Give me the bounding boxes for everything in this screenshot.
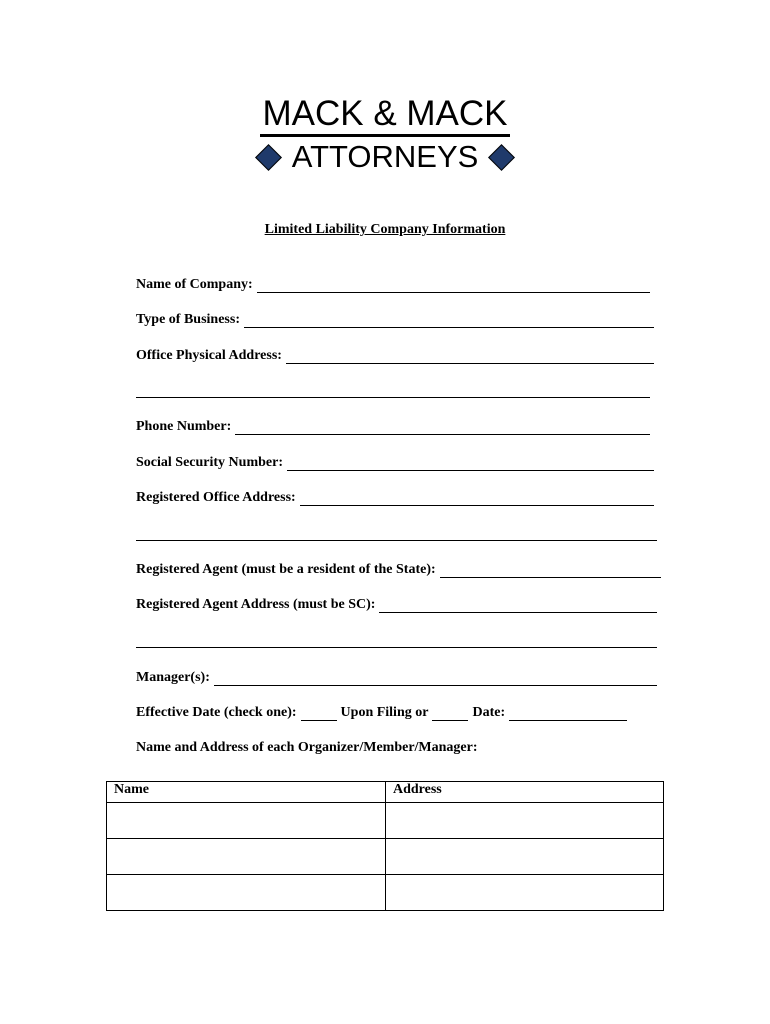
registered-office-blank[interactable] xyxy=(300,491,654,506)
ssn-label: Social Security Number: xyxy=(136,455,283,470)
ssn-blank[interactable] xyxy=(287,456,654,471)
address-column-header: Address xyxy=(386,782,664,803)
firm-logo xyxy=(0,94,770,175)
name-cell[interactable] xyxy=(107,875,386,911)
office-address-blank[interactable] xyxy=(286,349,654,364)
agent-address-label: Registered Agent Address (must be SC): xyxy=(136,597,376,612)
effective-date-field xyxy=(136,705,627,721)
organizers-table xyxy=(106,781,664,911)
check-upon-filing-blank[interactable] xyxy=(301,706,337,721)
logo-firm-name: MACK & MACK xyxy=(260,94,509,137)
name-cell[interactable] xyxy=(107,803,386,839)
registered-office-label: Registered Office Address: xyxy=(136,490,296,505)
office-address-line2[interactable] xyxy=(136,396,650,398)
business-type-field xyxy=(136,312,654,328)
date-blank[interactable] xyxy=(509,706,627,721)
ssn-field xyxy=(136,455,654,471)
address-cell[interactable] xyxy=(386,875,664,911)
table-row xyxy=(107,803,664,839)
agent-address-blank[interactable] xyxy=(379,598,657,613)
registered-office-field xyxy=(136,490,654,506)
company-name-field xyxy=(136,277,650,293)
phone-blank[interactable] xyxy=(235,420,650,435)
logo-subtitle-row xyxy=(0,139,770,175)
upon-filing-label: Upon Filing or xyxy=(340,705,429,720)
table-header-row xyxy=(107,782,664,803)
business-type-blank[interactable] xyxy=(244,313,654,328)
agent-address-line2[interactable] xyxy=(136,646,657,648)
managers-blank[interactable] xyxy=(214,671,657,686)
address-cell[interactable] xyxy=(386,803,664,839)
name-cell[interactable] xyxy=(107,839,386,875)
office-address-field xyxy=(136,348,654,364)
effective-date-label: Effective Date (check one): xyxy=(136,705,297,720)
date-label: Date: xyxy=(472,705,506,720)
document-title: Limited Liability Company Information xyxy=(264,222,506,237)
organizers-heading-text: Name and Address of each Organizer/Member/Manager: xyxy=(136,740,478,755)
logo-subtitle: ATTORNEYS xyxy=(291,139,479,174)
managers-label: Manager(s): xyxy=(136,670,210,685)
registered-agent-field xyxy=(136,562,661,578)
address-cell[interactable] xyxy=(386,839,664,875)
registered-agent-blank[interactable] xyxy=(440,563,661,578)
diamond-right-icon xyxy=(488,144,515,171)
diamond-left-icon xyxy=(255,144,282,171)
check-date-blank[interactable] xyxy=(432,706,468,721)
business-type-label: Type of Business: xyxy=(136,312,240,327)
agent-address-field xyxy=(136,597,657,613)
phone-field xyxy=(136,419,650,435)
table-row xyxy=(107,839,664,875)
company-name-label: Name of Company: xyxy=(136,277,253,292)
company-name-blank[interactable] xyxy=(257,278,650,293)
registered-agent-label: Registered Agent (must be a resident of the State): xyxy=(136,562,436,577)
organizers-heading xyxy=(136,740,478,756)
office-address-label: Office Physical Address: xyxy=(136,348,282,363)
registered-office-line2[interactable] xyxy=(136,539,657,541)
name-column-header: Name xyxy=(107,782,386,803)
phone-label: Phone Number: xyxy=(136,419,232,434)
managers-field xyxy=(136,670,657,686)
table-row xyxy=(107,875,664,911)
